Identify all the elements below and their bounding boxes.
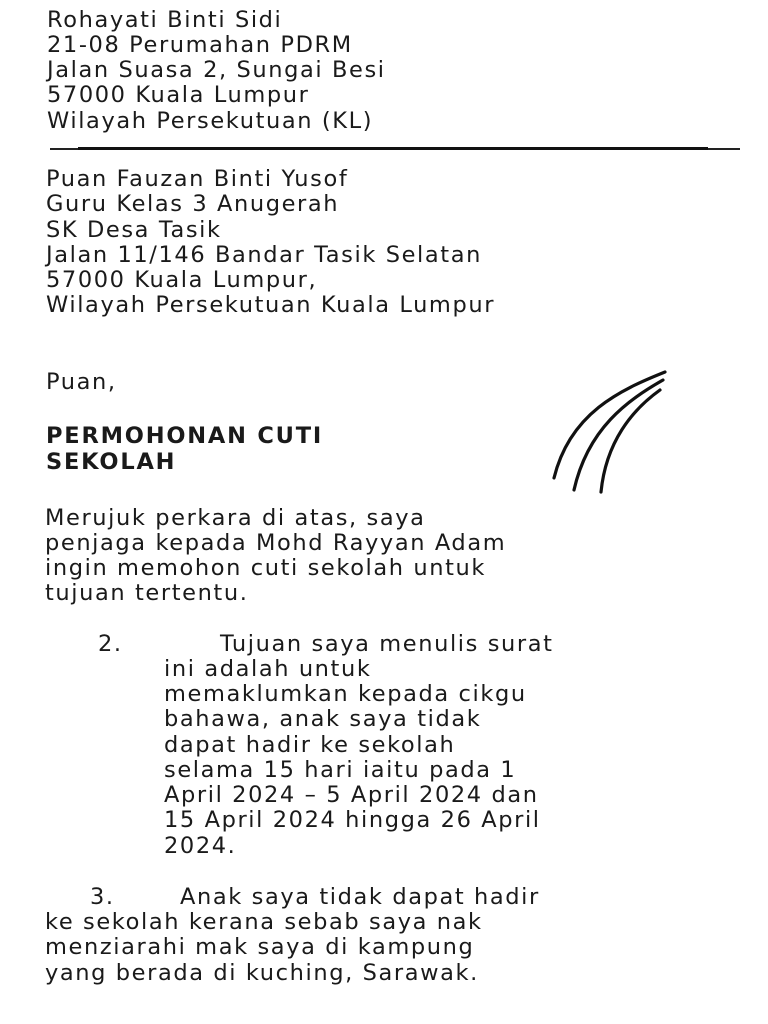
subject-line-1: PERMOHONAN CUTI (46, 423, 324, 449)
paragraph-1-line: ingin memohon cuti sekolah untuk (45, 555, 487, 581)
paragraph-2-line: April 2024 – 5 April 2024 dan (164, 782, 539, 808)
recipient-school: SK Desa Tasik (46, 217, 222, 243)
paragraph-1-line: penjaga kepada Mohd Rayyan Adam (45, 530, 507, 556)
paragraph-2-number: 2. (98, 631, 123, 657)
paragraph-3-line: Anak saya tidak dapat hadir (180, 884, 540, 910)
sender-name: Rohayati Binti Sidi (47, 7, 283, 33)
sender-address-line-1: 21-08 Perumahan PDRM (47, 32, 353, 58)
paragraph-2-line: selama 15 hari iaitu pada 1 (164, 757, 517, 783)
salutation: Puan, (46, 369, 117, 395)
paragraph-2-line: memaklumkan kepada cikgu (164, 681, 527, 707)
sender-address-line-3: 57000 Kuala Lumpur (47, 82, 310, 108)
paragraph-2-line: Tujuan saya menulis surat (220, 631, 554, 657)
paragraph-2-line: 15 April 2024 hingga 26 April (164, 807, 541, 833)
paragraph-3-line: ke sekolah kerana sebab saya nak (45, 909, 483, 935)
paragraph-2-line: dapat hadir ke sekolah (164, 732, 456, 758)
recipient-name: Puan Fauzan Binti Yusof (46, 166, 349, 192)
paragraph-3-number: 3. (90, 884, 115, 910)
separator-line-dark (78, 147, 708, 150)
subject-line-2: SEKOLAH (46, 449, 177, 475)
paragraph-2-line: ini adalah untuk (164, 656, 372, 682)
recipient-title: Guru Kelas 3 Anugerah (46, 191, 340, 217)
recipient-address-line-1: Jalan 11/146 Bandar Tasik Selatan (46, 242, 482, 268)
paragraph-3-line: yang berada di kuching, Sarawak. (45, 960, 479, 986)
recipient-address-line-3: Wilayah Persekutuan Kuala Lumpur (46, 292, 496, 318)
paragraph-2-line: bahawa, anak saya tidak (164, 706, 482, 732)
sender-address-line-2: Jalan Suasa 2, Sungai Besi (47, 57, 386, 83)
paragraph-1-line: tujuan tertentu. (45, 580, 249, 606)
signature-mark (540, 368, 680, 498)
sender-address-line-4: Wilayah Persekutuan (KL) (47, 108, 374, 134)
paragraph-2-line: 2024. (164, 833, 237, 859)
paragraph-1-line: Merujuk perkara di atas, saya (45, 505, 426, 531)
recipient-address-line-2: 57000 Kuala Lumpur, (46, 267, 318, 293)
paragraph-3-line: menziarahi mak saya di kampung (45, 934, 475, 960)
